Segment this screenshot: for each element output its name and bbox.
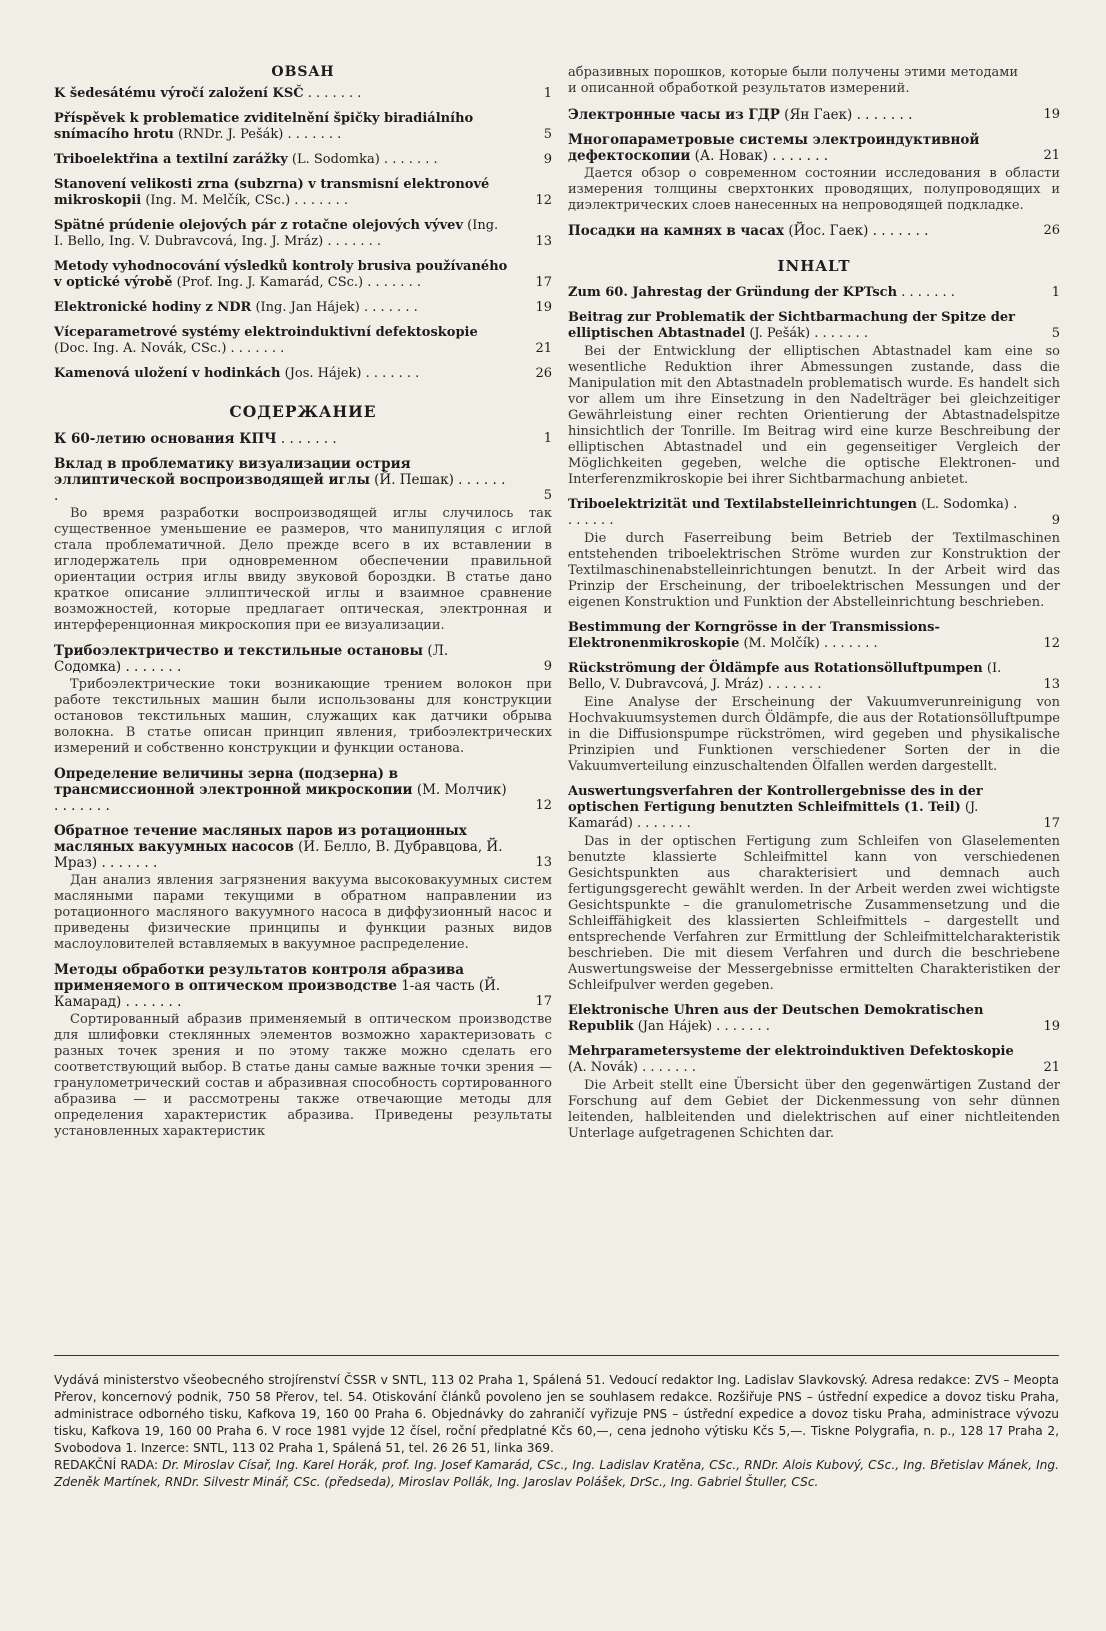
toc-entry <box>54 86 552 102</box>
toc-entry <box>568 310 1060 342</box>
toc-entry-page: 5 <box>543 488 552 503</box>
toc-entry-title: Triboelektřina a textilní zarážky <box>54 152 288 167</box>
toc-entry <box>54 643 552 675</box>
left-column <box>54 64 552 1149</box>
toc-entry <box>568 497 1060 529</box>
toc-entry-author: (L. Sodomka) <box>921 497 1009 512</box>
toc-entry-page: 19 <box>1043 1019 1060 1034</box>
toc-entry <box>568 784 1060 832</box>
toc-entry <box>568 620 1060 652</box>
toc-entry-title: Определение величины зерна (подзерна) в трансмиссионной электронной микроскопии <box>54 766 413 798</box>
toc-entry-page: 1 <box>543 431 552 446</box>
toc-entry <box>568 661 1060 693</box>
toc-entry-title: К 60-летию основания КПЧ <box>54 431 277 447</box>
toc-entry-page: 1 <box>543 86 552 101</box>
toc-entry-title: Методы обработки результатов контроля абразива применяемого в оптическом производстве <box>54 962 465 994</box>
toc-entry-title-line: Zum 60. Jahrestag der Gründung der KPTsch . . . . . . . <box>568 285 955 300</box>
toc-entry-abstract: Во время разработки воспроизводящей иглы случилось так существенное уменьшение ее размеров, что манипуляция с иглой стала проблематичной. Дело прежде всего в их вставлении в иглодержатель при одновременном обеспечении правильной ориентации острия иглы ввиду звуковой бороздки. В статье дано краткое описание эллиптической иглы и взаимное сравнение возможностей, которые предлагает оптическая, электронная и интерференционная микроскопия при ее визуализации. <box>54 506 552 633</box>
toc-entry-author: (J. Kamarád) <box>568 800 979 831</box>
toc-entry-author: (Jan Hájek) <box>637 1019 713 1034</box>
editorial-board-members: Dr. Miroslav Císař, Ing. Karel Horák, prof. Ing. Josef Kamarád, CSc., Ing. Ladislav Kratěna, CSc., RNDr. Alois Kubový, CSc., Ing. Břetislav Mánek, Ing. Zdeněk Martínek, RNDr. Silvestr Minář, CSc. (předseda), Miroslav Pollák, Ing. Jaroslav Polášek, DrSc., Ing. Gabriel Štuller, CSc. <box>54 1458 1060 1489</box>
toc-entry-title: Auswertungsverfahren der Kontrollergebnisse des in der optischen Fertigung benutzten Schleifmittels (1. Teil) <box>568 784 983 815</box>
toc-entry-title-line: Triboelektrizität und Textilabstelleinrichtungen (L. Sodomka) . . . . . . . <box>568 497 1018 528</box>
toc-entry <box>568 285 1060 301</box>
inhalt-heading: INHALT <box>777 257 851 275</box>
imprint-text: Vydává ministerstvo všeobecného strojírenství ČSSR v SNTL, 113 02 Praha 1, Spálená 51. Vedoucí redaktor Ing. Ladislav Slavkovský. Adresa redakce: ZVS – Meopta Přerov, koncernový podnik, 750 58 Přerov, tel. 54. Otiskování článků povoleno jen se souhlasem redakce. Rozšiřuje PNS – ústřední expedice a dovoz tisku Praha, administrace odborného tisku, Kafkova 19, 160 00 Praha 6. Objednávky do zahraničí vyřizuje PNS – ústřední expedice a dovoz tisku Praha, administrace vývozu tisku, Kafkova 19, 160 00 Praha 6. V roce 1981 vyjde 12 čísel, roční předplatné Kčs 60,—, cena jednoho výtisku Kčs 5,—. Tiskne Polygrafia, n. p., 128 17 Praha 2, Svobodova 1. Inzerce: SNTL, 113 02 Praha 1, Spálená 51, tel. 26 26 51, linka 369. <box>54 1373 1059 1455</box>
toc-entry-title-line: Трибоэлектричество и текстильные остановы (Л. Содомка) . . . . . . . <box>54 643 449 675</box>
inhalt-list <box>568 285 1060 1142</box>
toc-entry-author: (Prof. Ing. J. Kamarád, CSc.) <box>176 275 364 290</box>
toc-entry-author: (Ing. Jan Hájek) <box>255 300 360 315</box>
toc-entry-title: Metody vyhodnocování výsledků kontroly brusiva používaného v optické výrobě <box>54 259 508 290</box>
toc-entry-author: (RNDr. J. Pešák) <box>177 127 284 142</box>
toc-entry-title-line: Вклад в проблематику визуализации острия эллиптической воспроизводящей иглы (Й. Пешак) . . . . . . . <box>54 456 506 504</box>
toc-entry-abstract: Трибоэлектрические токи возникающие трением волокон при работе текстильных машин были использованы для конструкции остановов текстильных машин, служащих как датчики обрыва волокна. В статье описан принцип явления, трибоэлектрических измерений и собственно конструкции и функции останова. <box>54 677 552 756</box>
toc-entry-page: 13 <box>1043 677 1060 692</box>
toc-entry-abstract: Die durch Faserreibung beim Betrieb der Textilmaschinen entstehenden triboelektrischen Ströme wurden zur Konstruktion der Textilmaschinenabstelleinrichtungen benutzt. In der Arbeit wird das Prinzip der Erscheinung, der triboelektrischen Messungen und der eigenen Konstruktion und Funktion der Abstelleinrichtung beschrieben. <box>568 531 1060 610</box>
soderzhanie-continued-list <box>568 107 1060 239</box>
toc-entry-author: (M. Molčík) <box>743 636 820 651</box>
toc-entry-title-line: Обратное течение масляных паров из ротационных масляных вакуумных насосов (И. Белло, В. Дубравцова, Й. Мраз) . . . . . . . <box>54 823 503 871</box>
toc-entry-title-line: Auswertungsverfahren der Kontrollergebnisse des in der optischen Fertigung benutzten Schleifmittels (1. Teil) (J. Kamarád) . . . . . . . <box>568 784 983 831</box>
toc-entry-title: Многопараметровые системы электроиндуктивной дефектоскопии <box>568 132 980 164</box>
toc-entry <box>54 300 552 316</box>
toc-entry-title: Elektronische Uhren aus der Deutschen Demokratischen Republik <box>568 1003 984 1034</box>
toc-entry-page: 5 <box>543 127 552 142</box>
toc-entry-page: 1 <box>1051 285 1060 300</box>
toc-entry-title-line: Stanovení velikosti zrna (subzrna) v transmisní elektronové mikroskopii (Ing. M. Melčík, CSc.) . . . . . . . <box>54 177 490 208</box>
toc-entry <box>54 218 552 250</box>
toc-entry-author: (Й. Пешак) <box>374 472 454 488</box>
toc-entry-author: (М. Молчик) <box>416 782 507 798</box>
toc-entry-title: K šedesátému výročí založení KSČ <box>54 86 304 101</box>
toc-entry-title-line: Rückströmung der Öldämpfe aus Rotationsölluftpumpen (I. Bello, V. Dubravcová, J. Mráz) . . . . . . . <box>568 661 1002 692</box>
toc-entry-title-line: Определение величины зерна (подзерна) в трансмиссионной электронной микроскопии (М. Молчик) . . . . . . . <box>54 766 507 814</box>
toc-entry-author: (И. Белло, В. Дубравцова, Й. Мраз) <box>54 839 503 871</box>
toc-entry <box>54 259 552 291</box>
toc-entry-title: Triboelektrizität und Textilabstelleinrichtungen <box>568 497 917 512</box>
toc-entry-page: 13 <box>535 855 552 870</box>
toc-entry-page: 5 <box>1051 326 1060 341</box>
toc-entry <box>54 111 552 143</box>
toc-entry-page: 12 <box>1043 636 1060 651</box>
toc-entry-title: Посадки на камнях в часах <box>568 223 785 239</box>
toc-entry-page: 26 <box>535 366 552 381</box>
toc-entry-title-line: Metody vyhodnocování výsledků kontroly brusiva používaného v optické výrobě (Prof. Ing. J. Kamarád, CSc.) . . . . . . . <box>54 259 508 290</box>
toc-entry-title-line: Электронные часы из ГДР (Ян Гаек) . . . . . . . <box>568 107 913 123</box>
toc-entry-title-line: К 60-летию основания КПЧ . . . . . . . <box>54 431 337 447</box>
toc-entry-page: 9 <box>1051 513 1060 528</box>
toc-entry <box>568 132 1060 164</box>
toc-entry-title-line: Методы обработки результатов контроля абразива применяемого в оптическом производстве 1-ая часть (Й. Камарад) . . . . . . . <box>54 962 501 1010</box>
toc-entry-title: Bestimmung der Korngrösse in der Transmissions-Elektronenmikroskopie <box>568 620 940 651</box>
toc-entry <box>54 962 552 1010</box>
toc-entry-author: (Doc. Ing. A. Novák, CSc.) <box>54 341 227 356</box>
toc-entry-page: 19 <box>535 300 552 315</box>
toc-entry-author: (J. Pešák) <box>749 326 811 341</box>
toc-entry-page: 9 <box>543 152 552 167</box>
toc-entry-page: 21 <box>1043 148 1060 163</box>
soderzhanie-list <box>54 431 552 1140</box>
toc-entry-title: Mehrparametersysteme der elektroinduktiven Defektoskopie <box>568 1044 1014 1059</box>
toc-entry <box>568 223 1060 239</box>
toc-entry-abstract: Дан анализ явления загрязнения вакуума высоковакуумных систем масляными парами текущими в обратном направлении из ротационного масляного вакуумного насоса в диффузионный насос и приведены физические принципы и функции разных видов маслоуловителей вставляемых в вакуумное распределение. <box>54 873 552 952</box>
toc-entry <box>54 177 552 209</box>
toc-entry <box>568 1003 1060 1035</box>
toc-entry-title: Kamenová uložení v hodinkách <box>54 366 281 381</box>
editorial-board-label: REDAKČNÍ RADA: <box>54 1458 159 1472</box>
toc-entry-title: Вклад в проблематику визуализации острия эллиптической воспроизводящей иглы <box>54 456 411 488</box>
toc-entry-title: Spätné prúdenie olejových pár z rotačne olejových vývev <box>54 218 463 233</box>
toc-entry <box>54 431 552 447</box>
toc-entry-title-line: K šedesátému výročí založení KSČ . . . . . . . <box>54 86 362 101</box>
toc-entry-title: Rückströmung der Öldämpfe aus Rotationsölluftpumpen <box>568 661 983 676</box>
toc-entry-title: Трибоэлектричество и текстильные остановы <box>54 643 424 659</box>
obsah-heading: OBSAH <box>271 64 335 80</box>
toc-entry-author: (Ing. M. Melčík, CSc.) <box>145 193 291 208</box>
toc-entry-page: 21 <box>535 341 552 356</box>
toc-entry <box>568 1044 1060 1076</box>
toc-entry-title-line: Многопараметровые системы электроиндуктивной дефектоскопии (А. Новак) . . . . . . . <box>568 132 980 164</box>
toc-entry <box>54 325 552 357</box>
toc-entry-title-line: Elektronische Uhren aus der Deutschen Demokratischen Republik (Jan Hájek) . . . . . . . <box>568 1003 984 1034</box>
obsah-list <box>54 86 552 382</box>
toc-entry-title-line: Spätné prúdenie olejových pár z rotačne olejových vývev (Ing. I. Bello, Ing. V. Dubravcová, Ing. J. Mráz) . . . . . . . <box>54 218 499 249</box>
toc-entry-title: Elektronické hodiny z NDR <box>54 300 252 315</box>
toc-entry-abstract: Дается обзор о современном состоянии исследования в области измерения толщины сверхтонких проводящих, полупроводящих и диэлектрических слоев нанесенных на непроводящей подкладке. <box>568 166 1060 213</box>
toc-entry-page: 9 <box>543 659 552 674</box>
toc-entry-title: Beitrag zur Problematik der Sichtbarmachung der Spitze der elliptischen Abtastnadel <box>568 310 1015 341</box>
toc-entry-author: (Л. Содомка) <box>54 643 449 675</box>
toc-entry-author: (Ing. I. Bello, Ing. V. Dubravcová, Ing. J. Mráz) <box>54 218 499 249</box>
imprint <box>54 1372 1059 1491</box>
toc-entry-author: 1-ая часть (Й. Камарад) <box>54 978 501 1010</box>
toc-entry-author: (L. Sodomka) <box>291 152 380 167</box>
right-column <box>568 64 1060 1151</box>
toc-entry-page: 17 <box>535 994 552 1009</box>
toc-entry-author: (Jos. Hájek) <box>284 366 362 381</box>
toc-entry-author: (Ян Гаек) <box>784 107 853 123</box>
toc-entry-title-line: Elektronické hodiny z NDR (Ing. Jan Hájek) . . . . . . . <box>54 300 418 315</box>
toc-entry-title-line: Triboelektřina a textilní zarážky (L. Sodomka) . . . . . . . <box>54 152 438 167</box>
toc-entry-title: Příspěvek k problematice zviditelnění špičky biradiálního snímacího hrotu <box>54 111 474 142</box>
toc-entry-title-line: Посадки на камнях в часах (Йос. Гаек) . . . . . . . <box>568 223 929 239</box>
toc-entry-page: 12 <box>535 798 552 813</box>
toc-entry-abstract: Bei der Entwicklung der elliptischen Abtastnadel kam eine so wesentliche Reduktion ihrer Abmessungen zustande, dass die Manipulation mit den Abtastnadeln problematisch wurde. Es handelt sich vor allem um ihre Einsetzung in den Nadelträger bei gleichzeitiger Gewährleistung einer rechten Orientierung der Abtastnadelspitze hinsichtlich der Tonrille. Im Beitrag wird eine kurze Beschreibung der elliptischen Abtastnadel und ein gegenseitiger Vergleich der Möglichkeiten gegeben, welche die optische Elektronen- und Interferenzmikroskopie bei ihrer Sichtbarmachung anbietet. <box>568 344 1060 487</box>
toc-entry-author: (Йос. Гаек) <box>788 223 869 239</box>
toc-entry-page: 26 <box>1043 223 1060 238</box>
toc-entry-page: 19 <box>1043 107 1060 122</box>
toc-entry-title-line: Kamenová uložení v hodinkách (Jos. Hájek) . . . . . . . <box>54 366 420 381</box>
abstract-continuation: абразивных порошков, которые были получены этими методами и описанной обработкой результатов измерений. <box>568 65 1018 96</box>
divider-rule <box>54 1355 1059 1356</box>
toc-entry-title: Электронные часы из ГДР <box>568 107 780 123</box>
toc-entry-page: 17 <box>535 275 552 290</box>
soderzhanie-heading: СОДЕРЖАНИЕ <box>229 402 377 421</box>
toc-entry-abstract: Сортированный абразив применяемый в оптическом производстве для шлифовки стеклянных элементов возможно характеризовать с разных точек зрения и по этому также можно сделать его соответствующий выбор. В статье даны самые важные точки зрения — гранулометрический состав и абразивная способность сортированного абразива — и рассмотрены также отвечающие методы для определения характеристик абразива. Приведены результаты установленных характеристик <box>54 1012 552 1139</box>
toc-entry <box>54 366 552 382</box>
toc-entry <box>54 766 552 814</box>
toc-entry-page: 12 <box>535 193 552 208</box>
toc-entry-title: Stanovení velikosti zrna (subzrna) v transmisní elektronové mikroskopii <box>54 177 490 208</box>
toc-entry-page: 13 <box>535 234 552 249</box>
toc-entry-author: (А. Новак) <box>694 148 768 164</box>
toc-entry-title-line: Příspěvek k problematice zviditelnění špičky biradiálního snímacího hrotu (RNDr. J. Pešák) . . . . . . . <box>54 111 474 142</box>
toc-entry-title: Víceparametrové systémy elektroinduktivní defektoskopie <box>54 325 478 340</box>
toc-entry <box>54 823 552 871</box>
toc-entry-title: Zum 60. Jahrestag der Gründung der KPTsch <box>568 285 898 300</box>
toc-entry-author: (I. Bello, V. Dubravcová, J. Mráz) <box>568 661 1002 692</box>
toc-entry-title-line: Bestimmung der Korngrösse in der Transmissions-Elektronenmikroskopie (M. Molčík) . . . . . . . <box>568 620 940 651</box>
toc-entry <box>54 152 552 168</box>
toc-entry-title-line: Víceparametrové systémy elektroinduktivní defektoskopie (Doc. Ing. A. Novák, CSc.) . . . . . . . <box>54 325 478 356</box>
toc-entry <box>568 107 1060 123</box>
toc-entry-page: 17 <box>1043 816 1060 831</box>
toc-entry-abstract: Das in der optischen Fertigung zum Schleifen von Glaselementen benutzte klassierte Schleifmittel kann von verschiedenen Gesichtspunkten aus charakterisiert und demnach auch fertigungsgerecht gewählt werden. In der Arbeit werden zwei wichtigste Gesichtspunkte – die granulometrische Zusammensetzung und die Schleiffähigkeit des klassierten Schleifmittels – dargestellt und entsprechende Verfahren zur Ermittlung der Schleifmittelcharakteristik beschrieben. Die mit diesem Verfahren und durch die beschriebene Auswertungsweise der Messergebnisse ermittelten Charakteristiken der Schleifpulver werden gegeben. <box>568 834 1060 993</box>
toc-entry-title-line: Beitrag zur Problematik der Sichtbarmachung der Spitze der elliptischen Abtastnadel (J. Pešák) . . . . . . . <box>568 310 1015 341</box>
toc-entry-title: Обратное течение масляных паров из ротационных масляных вакуумных насосов <box>54 823 467 855</box>
toc-entry <box>54 456 552 504</box>
toc-entry-abstract: Die Arbeit stellt eine Übersicht über den gegenwärtigen Zustand der Forschung auf dem Gebiet der Dickenmessung von sehr dünnen leitenden, halbleitenden und dielektrischen auf einer nichtleitenden Unterlage aufgetragenen Schichten dar. <box>568 1078 1060 1141</box>
toc-entry-abstract: Eine Analyse der Erscheinung der Vakuumverunreinigung von Hochvakuumsystemen durch Öldämpfe, die aus der Rotationsölluftpumpe in die Diffusionspumpe rückströmen, wird gegeben und physikalische Prinzipien und Funktionen verschiedener Sorten der in die Vakuumverteilung einzuschaltenden Ölfallen werden dargestellt. <box>568 695 1060 774</box>
toc-entry-title-line: Mehrparametersysteme der elektroinduktiven Defektoskopie (A. Novák) . . . . . . . <box>568 1044 1014 1075</box>
toc-entry-author: (A. Novák) <box>568 1060 638 1075</box>
toc-entry-page: 21 <box>1043 1060 1060 1075</box>
